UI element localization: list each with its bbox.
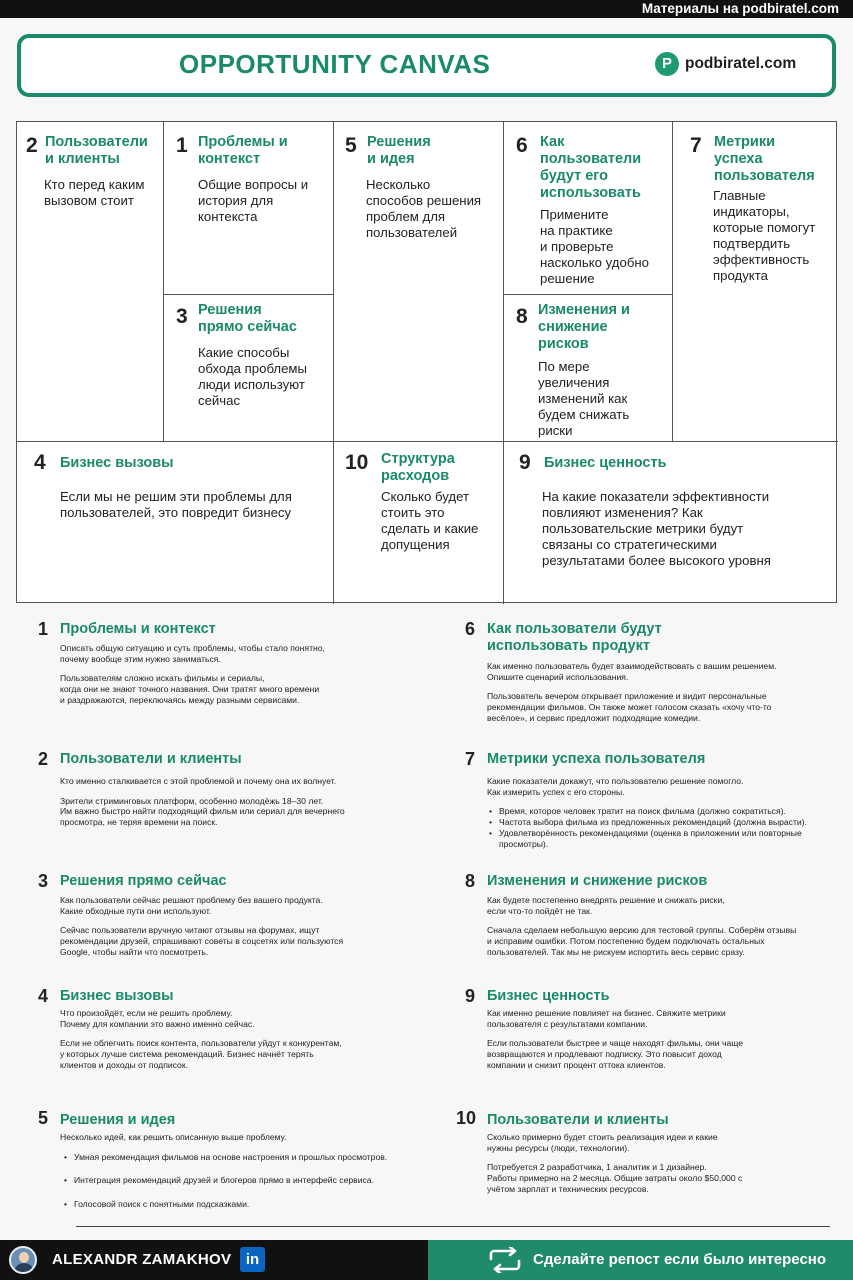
canvas-cell-costs (334, 442, 504, 604)
top-bar (0, 0, 853, 18)
section-text: Несколько идей, как решить описанную выше проблему. (60, 1132, 287, 1142)
canvas-cell-usage (504, 122, 673, 295)
section-current-solutions (38, 871, 418, 971)
cell-title: Бизнес ценность (544, 455, 667, 471)
section-business-value (465, 986, 845, 1086)
section-number: 2 (38, 749, 49, 769)
section-number: 8 (465, 871, 476, 891)
list-item: • Интеграция рекомендаций друзей и блогеров прямо в интерфейс сервиса. (64, 1175, 430, 1186)
canvas-cell-business-value (504, 442, 838, 604)
section-number: 1 (38, 619, 49, 639)
list-item: • Удовлетворённость рекомендациями (оценка в приложении или повторные просмотры). (489, 828, 853, 849)
section-usage (465, 619, 845, 729)
section-text: Если не облегчить поиск контента, пользователи уйдут к конкурентам, у которых лучше система рекомендаций. Бизнес начнёт терять клиентов и доходы от подписок. (60, 1038, 342, 1070)
section-number: 5 (38, 1108, 49, 1128)
opportunity-canvas (16, 121, 837, 603)
section-number: 3 (38, 871, 49, 891)
section-title: Пользователи и клиенты (60, 751, 242, 767)
cell-description: Если мы не решим эти проблемы для пользователей, это повредит бизнесу (60, 489, 292, 520)
section-solutions (38, 1108, 418, 1218)
section-body (487, 895, 853, 967)
section-body (60, 1132, 430, 1223)
list-item: • Частота выбора фильма из предложенных рекомендаций (должна вырасти). (489, 817, 853, 828)
section-number: 10 (456, 1108, 477, 1128)
section-text: Если пользователи быстрее и чаще находят фильмы, они чаще возвращаются и продлевают подписку. Это повысит доход компании и снизит процент оттока клиентов. (487, 1038, 743, 1070)
section-text: Как именно решение повлияет на бизнес. Свяжите метрики пользователя с результатами компании. (487, 1008, 726, 1029)
cell-description: Примените на практике и проверьте насколько удобно решение (540, 207, 650, 286)
author-name: ALEXANDR ZAMAKHOV (52, 1251, 232, 1268)
footer-author-bar (0, 1240, 428, 1280)
cell-number: 1 (176, 134, 188, 157)
cell-number: 6 (516, 134, 528, 157)
section-metrics (465, 749, 845, 859)
section-text: Описать общую ситуацию и суть проблемы, чтобы стало понятно, почему вообще этим нужно заниматься. (60, 643, 325, 664)
section-body (487, 1008, 853, 1080)
list-item: • Умная рекомендация фильмов на основе настроения и прошлых просмотров. (64, 1152, 430, 1163)
list-item: • Время, которое человек тратит на поиск фильма (должно сократиться). (489, 806, 853, 817)
section-body (60, 895, 430, 967)
section-risks (465, 871, 845, 971)
cell-number: 7 (690, 134, 702, 157)
cell-title: Проблемы и контекст (198, 134, 288, 167)
cell-number: 4 (34, 451, 46, 474)
section-text: Какие показатели докажут, что пользователю решение помогло. Как измерить успех с его стороны. (487, 776, 744, 797)
cell-number: 5 (345, 134, 357, 157)
section-body (487, 661, 853, 733)
section-number: 7 (465, 749, 476, 769)
section-text: Зрители стриминговых платформ, особенно молодёжь 18–30 лет. Им важно быстро найти подходящий фильм или сериал для вечернего просмотра, не теряя времени на поиск. (60, 795, 345, 828)
cell-description: Кто перед каким вызовом стоит (44, 177, 145, 208)
section-text: Как именно пользователь будет взаимодействовать с вашим решением. Опишите сценарий использования. (487, 661, 777, 682)
section-title: Метрики успеха пользователя (487, 751, 706, 767)
section-number: 4 (38, 986, 49, 1006)
canvas-cell-metrics (673, 122, 838, 442)
cell-description: Какие способы обхода проблемы люди используют сейчас (198, 345, 307, 408)
cell-description: По мере увеличения изменений как будем снижать риски (538, 359, 630, 438)
cell-number: 3 (176, 305, 188, 328)
footer-divider (76, 1226, 830, 1227)
cell-title: Метрики успеха пользователя (714, 134, 815, 184)
section-title: Бизнес вызовы (60, 988, 174, 1004)
cell-title: Пользователи и клиенты (45, 134, 148, 167)
section-text: Кто именно сталкивается с этой проблемой и почему она их волнует. (60, 776, 337, 786)
section-costs (456, 1108, 836, 1208)
section-text: Пользователям сложно искать фильмы и сериалы, когда они не знают точного названия. Они тратят много времени и раздражаются, переключаясь между разными сервисами. (60, 673, 320, 705)
cell-number: 9 (519, 451, 531, 474)
solutions-list (64, 1152, 430, 1210)
section-title: Решения прямо сейчас (60, 873, 227, 889)
section-text: Сейчас пользователи вручную читают отзывы на форумах, ищут рекомендации друзей, спрашивают советы в соцсетях или пользуются Google, чтобы найти что посмотреть. (60, 925, 344, 957)
section-text: Пользователь вечером открывает приложение и видит персональные рекомендации фильмов. Он также может голосом сказать «хочу что-то весёлое», и сервис предложит подходящие комедии. (487, 691, 772, 723)
repost-text: Сделайте репост если было интересно (533, 1251, 827, 1268)
section-problems (38, 619, 418, 719)
section-text: Что произойдёт, если не решить проблему. Почему для компании это важно именно сейчас. (60, 1008, 255, 1029)
section-body (60, 643, 430, 715)
cell-description: Общие вопросы и история для контекста (198, 177, 309, 224)
section-text: Потребуется 2 разработчика, 1 аналитик и 1 дизайнер. Работы примерно на 2 месяца. Общие затраты около $50,000 с учётом зарплат и технических ресурсов. (487, 1162, 743, 1194)
cell-title: Как пользователи будут его использовать (540, 134, 642, 201)
cell-description: Несколько способов решения проблем для пользователей (366, 177, 482, 240)
list-item: • Голосовой поиск с понятными подсказками. (64, 1199, 430, 1210)
section-number: 6 (465, 619, 476, 639)
canvas-cell-business-challenges (17, 442, 334, 604)
cell-description: На какие показатели эффективности повлияют изменения? Как пользовательские метрики будут связаны со стратегическими результатами более высокого уровня (542, 489, 771, 568)
section-title: Изменения и снижение рисков (487, 873, 708, 889)
section-text: Как будете постепенно внедрять решение и снижать риски, если что-то пойдёт не так. (487, 895, 725, 916)
section-text: Сколько примерно будет стоить реализация идеи и какие нужны ресурсы (люди, технологии). (487, 1132, 718, 1153)
cell-title: Структура расходов (381, 451, 455, 484)
header-card (17, 34, 836, 97)
section-text: Сначала сделаем небольшую версию для тестовой группы. Соберём отзывы и исправим ошибки. Потом постепенно будем подключать остальных пользователей. Так мы не рискуем испортить весь сервис сразу. (487, 925, 797, 957)
cell-number: 2 (26, 134, 38, 157)
page-title: OPPORTUNITY CANVAS (179, 49, 491, 79)
cell-title: Решения прямо сейчас (198, 302, 297, 335)
canvas-cell-risks (504, 295, 673, 442)
linkedin-icon[interactable]: in (240, 1247, 265, 1272)
cell-description: Главные индикаторы, которые помогут подтвердить эффективность продукта (713, 188, 816, 283)
section-body (487, 776, 853, 849)
cell-description: Сколько будет стоить это сделать и какие допущения (381, 489, 479, 552)
section-text: Как пользователи сейчас решают проблему без вашего продукта. Какие обходные пути они используют. (60, 895, 323, 916)
cell-number: 10 (345, 451, 369, 474)
site-link[interactable]: Материалы на podbiratel.com (641, 1, 839, 16)
cell-title: Решения и идея (367, 134, 431, 167)
section-number: 9 (465, 986, 476, 1006)
canvas-cell-solutions (334, 122, 504, 442)
cell-title: Бизнес вызовы (60, 455, 174, 471)
cell-number: 8 (516, 305, 528, 328)
canvas-cell-problems (164, 122, 334, 295)
repost-banner[interactable] (428, 1240, 853, 1280)
canvas-cell-current-solutions (164, 295, 334, 442)
section-business-challenges (38, 986, 418, 1086)
section-title: Как пользователи будут использовать продукт (487, 621, 662, 654)
avatar (9, 1246, 37, 1274)
section-title: Решения и идея (60, 1112, 176, 1128)
section-title: Пользователи и клиенты (487, 1112, 669, 1128)
cell-title: Изменения и снижение рисков (538, 302, 630, 352)
metrics-list (489, 806, 853, 849)
logo-text: podbiratel.com (685, 55, 797, 72)
section-body (60, 1008, 430, 1080)
podbiratel-logo-icon: P (655, 52, 679, 76)
section-title: Бизнес ценность (487, 988, 610, 1004)
section-users (38, 749, 418, 849)
canvas-cell-users (17, 122, 164, 442)
section-body (60, 776, 430, 837)
section-body (487, 1132, 853, 1204)
repost-icon (488, 1247, 522, 1273)
logo[interactable] (655, 52, 796, 76)
section-title: Проблемы и контекст (60, 621, 216, 637)
